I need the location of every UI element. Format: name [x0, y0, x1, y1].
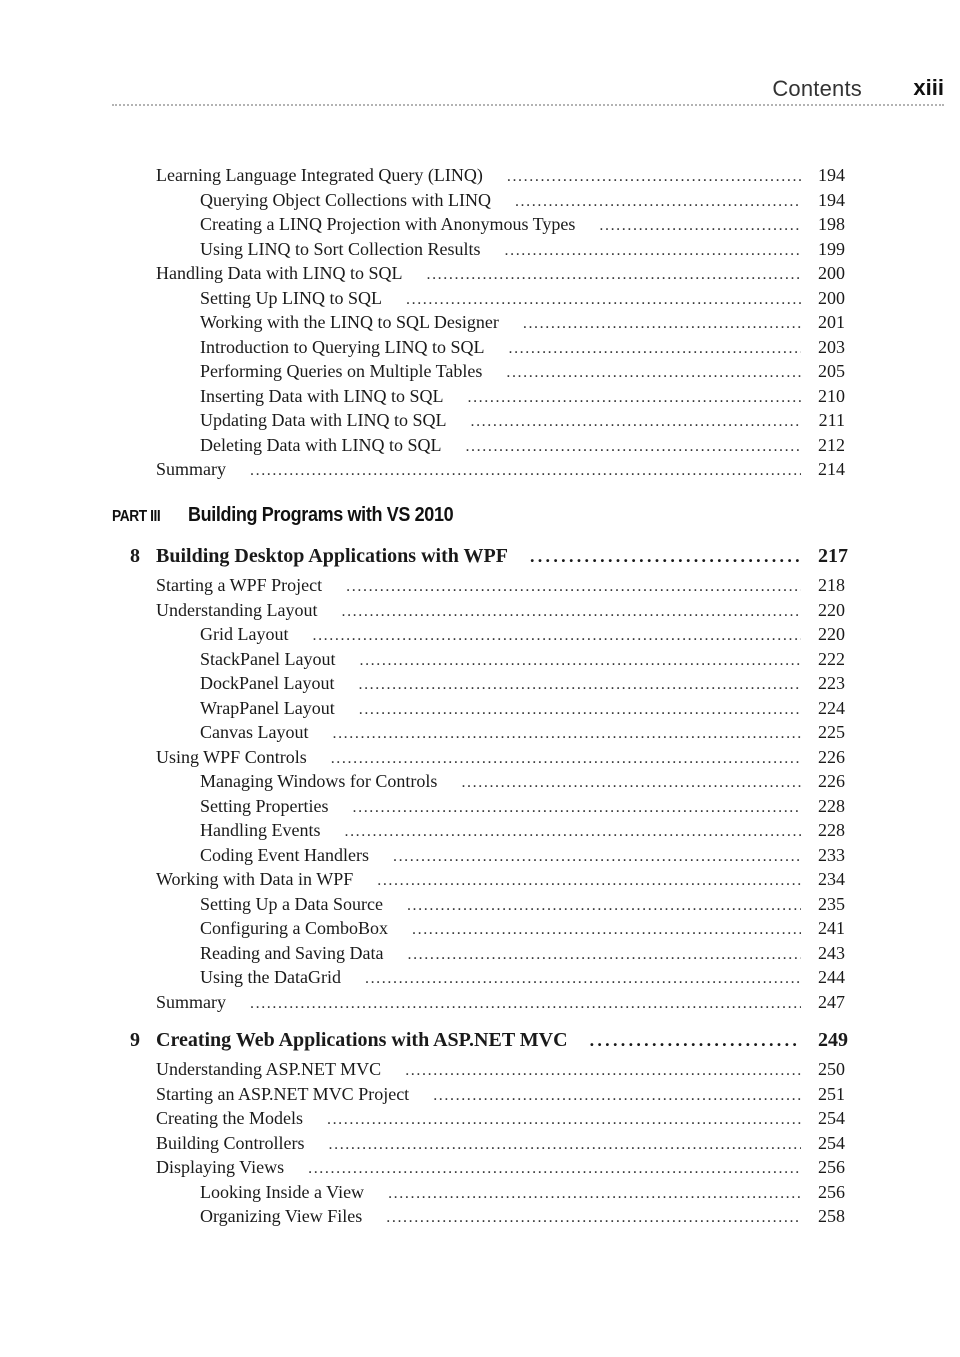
toc-entry — [200, 965, 845, 989]
toc-entry — [156, 990, 845, 1014]
toc-entry — [156, 598, 845, 622]
part-label: PART III — [112, 508, 161, 525]
dot-leader — [250, 992, 801, 1016]
toc-entry — [156, 745, 845, 769]
toc-entry-page: 220 — [818, 624, 845, 644]
toc-entry-page: 194 — [818, 189, 845, 210]
toc-entry-title: Performing Queries on Multiple Tables — [200, 361, 483, 381]
toc-entry-page: 205 — [818, 361, 845, 381]
running-header — [112, 74, 944, 106]
toc-entry — [200, 1180, 845, 1204]
toc-entry-page: 210 — [818, 385, 845, 406]
toc-entry-title: Starting an ASP.NET MVC Project — [156, 1083, 410, 1104]
toc-entry-page: 212 — [818, 434, 845, 455]
dot-leader — [353, 796, 802, 820]
chapter-heading — [130, 1026, 848, 1054]
toc-entry-title: StackPanel Layout — [200, 648, 336, 669]
toc-entry-title: Setting Up a Data Source — [200, 893, 383, 914]
toc-entry-title: Canvas Layout — [200, 722, 309, 742]
toc-entry-title: Configuring a ComboBox — [200, 918, 388, 938]
page-number: xiii — [913, 75, 944, 100]
toc-entry-title: Querying Object Collections with LINQ — [200, 189, 491, 210]
toc-entry-page: 222 — [818, 648, 845, 669]
toc-entry-title: Introduction to Querying LINQ to SQL — [200, 336, 485, 357]
chapter-title: Creating Web Applications with ASP.NET MVC — [156, 1029, 568, 1051]
toc-entry-title: Summary — [156, 459, 226, 479]
toc-entry — [200, 647, 845, 671]
toc-entry — [156, 1082, 845, 1106]
toc-entry-page: 228 — [818, 795, 845, 816]
toc-entry-page: 198 — [818, 214, 845, 234]
toc-entry-page: 226 — [818, 746, 845, 767]
toc-entry-title: Looking Inside a View — [200, 1181, 365, 1202]
dot-leader — [332, 722, 801, 746]
dot-leader — [426, 263, 801, 287]
toc-entry-page: 254 — [818, 1108, 845, 1128]
dot-leader — [508, 337, 801, 361]
toc-entry-page: 241 — [818, 918, 845, 938]
toc-entry-title: Understanding Layout — [156, 599, 318, 620]
toc-entry — [156, 163, 845, 187]
toc-entry-title: Managing Windows for Controls — [200, 771, 438, 791]
toc-entry — [156, 573, 845, 597]
toc-entry-title: Learning Language Integrated Query (LINQ) — [156, 165, 483, 185]
toc-entry-title: Handling Events — [200, 820, 321, 840]
toc-entry-title: Reading and Saving Data — [200, 942, 384, 963]
dot-leader — [377, 869, 801, 893]
dot-leader — [405, 1059, 801, 1083]
chapter-heading — [130, 542, 848, 570]
toc-entry — [156, 1131, 845, 1155]
toc-entry — [200, 212, 845, 236]
toc-entry-page: 201 — [818, 312, 845, 332]
toc-entry — [156, 261, 845, 285]
toc-entry-page: 203 — [818, 336, 845, 357]
toc-entry-title: Using WPF Controls — [156, 746, 307, 767]
chapter-title: Building Desktop Applications with WPF — [156, 545, 508, 567]
dot-leader — [515, 190, 801, 214]
chapter-number: 8 — [130, 545, 140, 567]
dot-leader — [470, 410, 801, 434]
dot-leader — [365, 967, 801, 991]
toc-entry-title: Working with Data in WPF — [156, 869, 354, 889]
dot-leader — [530, 542, 800, 570]
toc-entry-page: 244 — [818, 967, 845, 987]
dot-leader — [461, 771, 801, 795]
dot-leader — [331, 747, 801, 771]
toc-entry-title: Grid Layout — [200, 624, 289, 644]
toc-entry — [200, 237, 845, 261]
toc-entry — [156, 867, 845, 891]
toc-entry-title: Coding Event Handlers — [200, 844, 369, 865]
toc-entry-page: 224 — [818, 697, 845, 718]
toc-entry — [200, 359, 845, 383]
toc-entry-title: Using LINQ to Sort Collection Results — [200, 238, 481, 259]
toc-entry — [156, 1155, 845, 1179]
toc-entry — [200, 892, 845, 916]
toc-entry — [200, 286, 845, 310]
toc-entry-page: 258 — [818, 1206, 845, 1226]
dot-leader — [250, 459, 801, 483]
toc-entry — [200, 818, 845, 842]
toc-entry-page: 235 — [818, 893, 845, 914]
dot-leader — [599, 214, 801, 238]
toc-entry — [200, 843, 845, 867]
dot-leader — [344, 820, 801, 844]
toc-entry — [200, 310, 845, 334]
toc-entry — [200, 720, 845, 744]
toc-entry — [156, 1106, 845, 1130]
toc-entry-title: Building Controllers — [156, 1132, 305, 1153]
toc-entry-title: Using the DataGrid — [200, 967, 341, 987]
toc-entry — [156, 457, 845, 481]
dot-leader — [329, 1133, 802, 1157]
dot-leader — [433, 1084, 801, 1108]
dot-leader — [308, 1157, 801, 1181]
toc-entry-title: Starting a WPF Project — [156, 575, 323, 595]
dot-leader — [523, 312, 801, 336]
toc-entry — [200, 769, 845, 793]
dot-leader — [346, 575, 801, 599]
toc-entry — [200, 622, 845, 646]
dot-leader — [412, 918, 801, 942]
toc-entry — [200, 1204, 845, 1228]
toc-entry — [200, 671, 845, 695]
toc-entry-page: 200 — [818, 263, 845, 283]
toc-entry — [200, 916, 845, 940]
dot-leader — [465, 435, 801, 459]
dot-leader — [359, 698, 801, 722]
part-heading — [112, 504, 483, 532]
toc-entry-page: 218 — [818, 575, 845, 595]
dot-leader — [467, 386, 801, 410]
dot-leader — [358, 673, 801, 697]
toc-entry-title: Creating a LINQ Projection with Anonymous Types — [200, 214, 576, 234]
toc-entry-title: WrapPanel Layout — [200, 697, 335, 718]
toc-entry-page: 256 — [818, 1181, 845, 1202]
dot-leader — [407, 894, 801, 918]
toc-entry-page: 228 — [818, 820, 845, 840]
dot-leader — [312, 624, 801, 648]
chapter-number: 9 — [130, 1029, 140, 1051]
toc-entry-title: Setting Up LINQ to SQL — [200, 287, 382, 308]
dot-leader — [359, 649, 801, 673]
toc-entry-page: 223 — [818, 673, 845, 693]
toc-entry-page: 233 — [818, 844, 845, 865]
dot-leader — [327, 1108, 801, 1132]
dot-leader — [386, 1206, 801, 1230]
toc-entry-page: 200 — [818, 287, 845, 308]
dot-leader — [590, 1026, 800, 1054]
toc-entry-title: Creating the Models — [156, 1108, 303, 1128]
dot-leader — [341, 600, 801, 624]
toc-entry-page: 254 — [818, 1132, 845, 1153]
dot-leader — [505, 239, 802, 263]
toc-entry-title: Handling Data with LINQ to SQL — [156, 263, 403, 283]
part-title: Building Programs with VS 2010 — [188, 504, 454, 526]
toc-entry-page: 211 — [818, 410, 845, 430]
dot-leader — [406, 288, 801, 312]
toc-entry — [200, 433, 845, 457]
toc-entry-page: 251 — [818, 1083, 845, 1104]
toc-entry — [200, 188, 845, 212]
dot-leader — [388, 1182, 801, 1206]
toc-entry — [200, 408, 845, 432]
toc-entry — [200, 335, 845, 359]
toc-entry-page: 220 — [818, 599, 845, 620]
toc-entry-title: Working with the LINQ to SQL Designer — [200, 312, 499, 332]
toc-entry-page: 256 — [818, 1157, 845, 1177]
toc-entry — [200, 384, 845, 408]
toc-entry-page: 199 — [818, 238, 845, 259]
toc-entry-title: Setting Properties — [200, 795, 329, 816]
dot-leader — [506, 361, 801, 385]
toc-entry — [200, 794, 845, 818]
chapter-page: 249 — [818, 1029, 848, 1051]
toc-entry-page: 226 — [818, 771, 845, 791]
running-header-title: Contents — [772, 76, 862, 101]
chapter-page: 217 — [818, 545, 848, 567]
toc-entry-page: 234 — [818, 869, 845, 889]
toc-entry-page: 250 — [818, 1059, 845, 1079]
toc-entry-page: 243 — [818, 942, 845, 963]
toc-entry-title: Summary — [156, 991, 226, 1012]
toc-entry — [156, 1057, 845, 1081]
toc-entry-title: Displaying Views — [156, 1157, 285, 1177]
dot-leader — [393, 845, 801, 869]
toc-entry-title: Organizing View Files — [200, 1206, 363, 1226]
toc-entry-title: Deleting Data with LINQ to SQL — [200, 434, 442, 455]
toc-entry-page: 194 — [818, 165, 845, 185]
toc-entry-title: Inserting Data with LINQ to SQL — [200, 385, 444, 406]
toc-entry-title: Understanding ASP.NET MVC — [156, 1059, 382, 1079]
toc-entry-title: DockPanel Layout — [200, 673, 335, 693]
toc-entry — [200, 941, 845, 965]
toc-entry-page: 225 — [818, 722, 845, 742]
toc-entry — [200, 696, 845, 720]
toc-entry-title: Updating Data with LINQ to SQL — [200, 410, 447, 430]
dot-leader — [407, 943, 801, 967]
dot-leader — [507, 165, 801, 189]
toc-entry-page: 247 — [818, 991, 845, 1012]
toc-entry-page: 214 — [818, 459, 845, 479]
